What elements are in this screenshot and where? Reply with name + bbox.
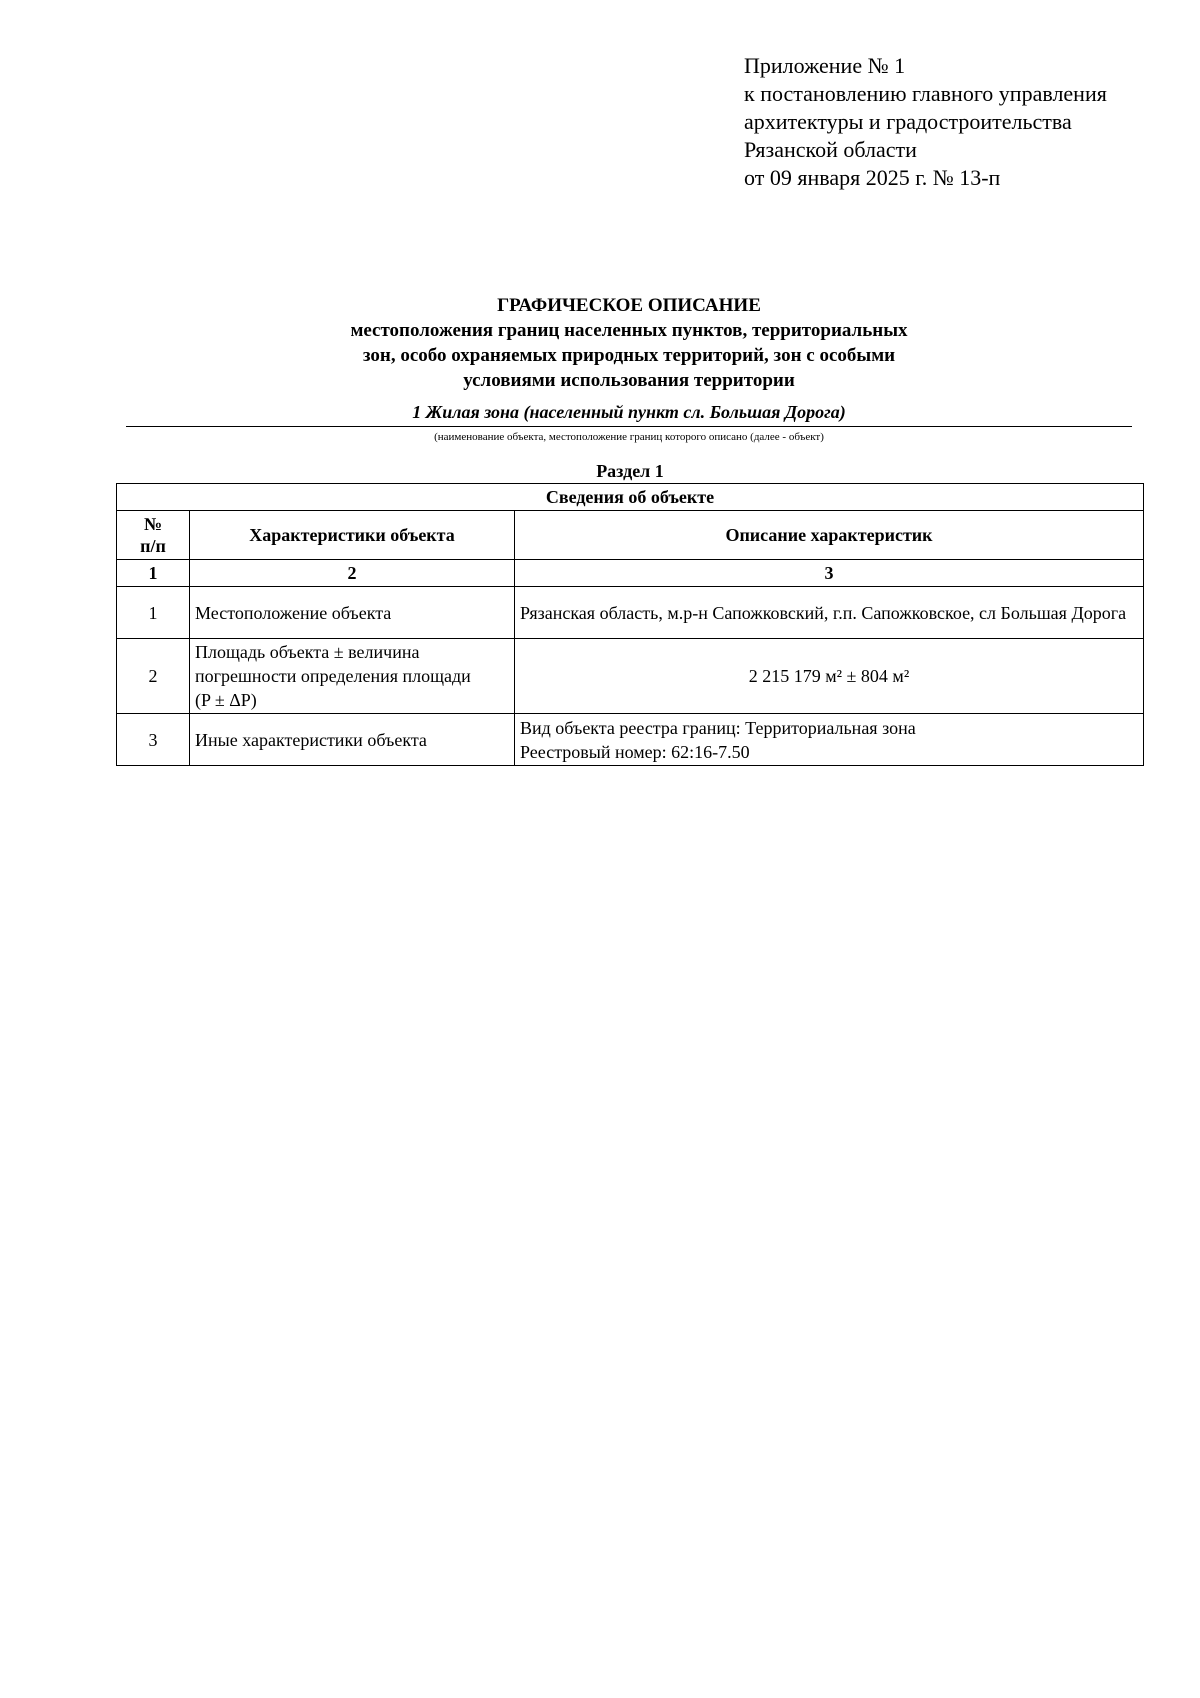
- row-characteristic-line: погрешности определения площади: [195, 666, 471, 686]
- column-number: 3: [515, 560, 1144, 587]
- row-description: [515, 587, 1144, 639]
- appendix-line: к постановлению главного управления: [744, 81, 1107, 106]
- header-num-line: №: [143, 514, 163, 534]
- row-characteristic-line: Площадь объекта ± величина: [195, 642, 420, 662]
- row-description-line: Рязанская область, м.р-н Сапожковский, г.п. Сапожковское, сл Большая Дорога: [520, 602, 1127, 623]
- header-num-line: п/п: [140, 536, 166, 556]
- column-number: 1: [117, 560, 190, 587]
- row-description: [515, 714, 1144, 766]
- title-subline: условиями использования территории: [463, 370, 795, 391]
- row-description: 2 215 179 м² ± 804 м²: [515, 639, 1144, 714]
- header-description: Описание характеристик: [515, 511, 1144, 560]
- row-num: 2: [117, 639, 190, 714]
- column-number: 2: [190, 560, 515, 587]
- row-description-line: Вид объекта реестра границ: Территориальная зона: [520, 717, 916, 738]
- section-title: Раздел 1: [596, 461, 664, 481]
- header-num: [117, 511, 190, 560]
- row-description-line: Реестровый номер: 62:16-7.50: [520, 741, 750, 762]
- appendix-header: [744, 52, 1164, 192]
- header-characteristic: Характеристики объекта: [190, 511, 515, 560]
- appendix-line: Приложение № 1: [744, 53, 906, 78]
- table-caption: Сведения об объекте: [117, 484, 1144, 511]
- appendix-line: от 09 января 2025 г. № 13-п: [744, 165, 1001, 190]
- object-name-underline: [126, 426, 1132, 427]
- row-characteristic-line: (P ± ΔP): [195, 690, 257, 710]
- table-caption-row: [117, 484, 1144, 511]
- table-header-row: [117, 511, 1144, 560]
- appendix-line: Рязанской области: [744, 137, 917, 162]
- row-characteristic: [190, 639, 515, 714]
- appendix-line: архитектуры и градостроительства: [744, 109, 1072, 134]
- title-subline: зон, особо охраняемых природных территорий, зон с особыми: [362, 345, 896, 366]
- object-name-caption: (наименование объекта, местоположение границ которого описано (далее - объект): [434, 431, 824, 443]
- document-title: [126, 293, 1132, 393]
- title-subline: местоположения границ населенных пунктов, территориальных: [350, 320, 908, 341]
- title-main: ГРАФИЧЕСКОЕ ОПИСАНИЕ: [497, 295, 761, 316]
- object-info-table: [116, 483, 1144, 766]
- row-characteristic: Иные характеристики объекта: [190, 714, 515, 766]
- object-name: 1 Жилая зона (населенный пункт сл. Большая Дорога): [412, 402, 846, 422]
- row-characteristic: Местоположение объекта: [190, 587, 515, 639]
- row-num: 3: [117, 714, 190, 766]
- row-num: 1: [117, 587, 190, 639]
- table-row: [117, 639, 1144, 714]
- column-numbers-row: [117, 560, 1144, 587]
- table-row: [117, 587, 1144, 639]
- table-row: [117, 714, 1144, 766]
